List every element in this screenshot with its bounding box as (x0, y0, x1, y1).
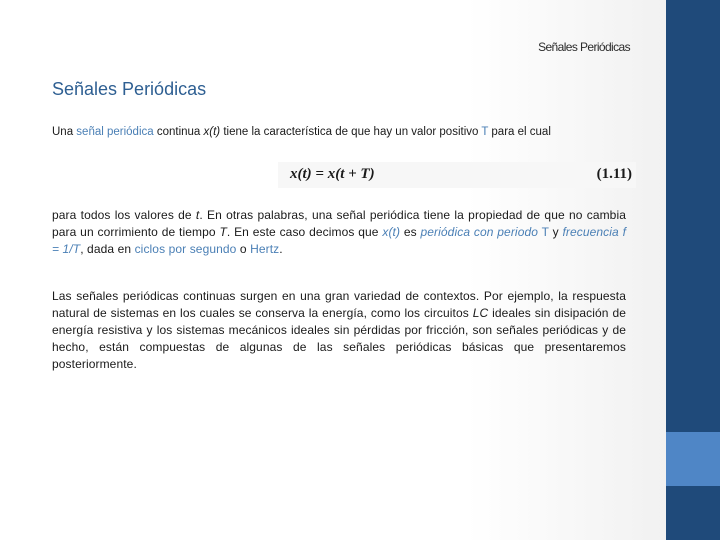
p1-shift-symbol: T (219, 225, 227, 239)
intro-text-7: para el cual (488, 126, 551, 138)
p2-lc-term: LC (472, 306, 489, 320)
p2-text-1: Las señales periódicas continuas surgen en una gran variedad de contextos. Por ejemplo, la respuesta natural de sistemas en los cuales se conserva la energía, como los circuitos (52, 289, 626, 320)
intro-signal-symbol: x(t) (203, 126, 221, 138)
intro-text-3: continua (153, 126, 204, 138)
intro-sentence (52, 125, 652, 139)
right-sidebar-accent-block (666, 432, 720, 486)
p1-text-3: . En otras palabras, una señal periódica tiene la propiedad de que no cambia para un corrimiento de tiempo (52, 208, 626, 239)
term-senal-periodica: señal periódica (76, 126, 154, 138)
equation-box (278, 162, 636, 188)
slide-title: Señales Periódicas (52, 79, 207, 99)
p1-text-11: y (548, 225, 563, 239)
p1-text-15: o (236, 242, 251, 256)
term-frecuencia: frecuencia f = 1/T (52, 225, 627, 256)
intro-text-1: Una (52, 126, 77, 138)
p2-text-3: ideales sin disipación de energía resistiva y los sistemas mecánicos ideales sin pérdidas por fricción, son señales periódicas y de hecho, están compuestas de algunas de las señales periódicas básicas que presentaremos posteriormente. (52, 306, 626, 371)
paragraph-definition (52, 207, 626, 258)
p1-period-symbol: T (541, 225, 549, 239)
p1-text-5: . En este caso decimos que (226, 225, 383, 239)
header-title: Señales Periódicas (538, 40, 630, 54)
p1-t-symbol: t (195, 208, 200, 222)
p1-text-7: es (400, 225, 421, 239)
p1-signal-symbol: x(t) (382, 225, 401, 239)
equation-number: (1.11) (596, 166, 632, 182)
term-ciclos-por-segundo: ciclos por segundo (134, 242, 237, 256)
term-periodica-con-periodo: periódica con periodo (420, 225, 539, 239)
equation-formula: x(t) = x(t + T) (290, 166, 375, 182)
p1-text-13: , dada en (80, 242, 135, 256)
intro-period-symbol: T (481, 126, 489, 138)
term-hertz: Hertz (250, 242, 280, 256)
paragraph-examples (52, 288, 626, 373)
p1-text-1: para todos los valores de (52, 208, 196, 222)
p1-text-17: . (279, 242, 283, 256)
intro-text-5: tiene la característica de que hay un valor positivo (220, 126, 482, 138)
